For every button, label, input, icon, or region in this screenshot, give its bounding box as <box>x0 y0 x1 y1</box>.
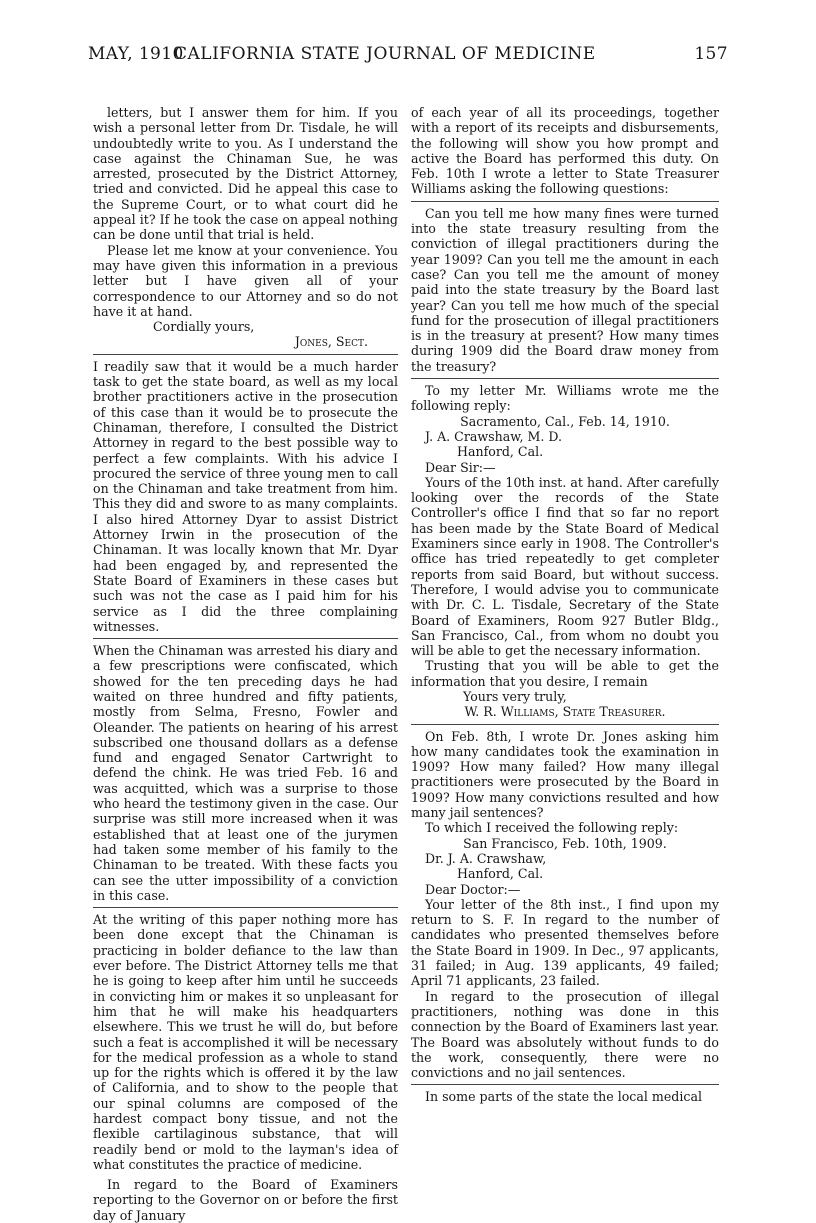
paragraph: To which I received the following reply: <box>425 820 679 836</box>
right-column <box>411 105 719 1105</box>
paragraph: Please let me know at your convenience. You may have given this information in a previous letter but I have given all of your correspondence to our Attorney and so do not have it at hand. <box>93 242 398 319</box>
paragraph: In some parts of the state the local medical <box>425 1089 702 1105</box>
paragraph: On Feb. 8th, I wrote Dr. Jones asking him how many candidates took the examination in 1909? How many failed? How many illegal practitioners were prosecuted by the Board in 1909? How many convictions resulted and how many jail sentences? <box>411 728 719 821</box>
letter-body: In regard to the prosecution of illegal practitioners, nothing was done in this connection by the Board of Examiners last year. The Board was absolutely without funds to do the work, consequently, there were no convictions and no jail sentences. <box>411 988 719 1081</box>
paragraph: letters, but I answer them for him. If you wish a personal letter from Dr. Tisdale, he will undoubtedly write to you. As I understand the case against the Chinaman Sue, he was arrested, prosecuted by the District Attorney, tried and convicted. Did he appeal this case to the Supreme Court, or to what court did he appeal it? If he took the case on appeal nothing can be done until that trial is held. <box>93 105 398 243</box>
letter-address: Hanford, Cal. <box>457 444 544 460</box>
paragraph: In regard to the Board of Examiners reporting to the Governor on or before the first day of January <box>93 1177 398 1223</box>
letter-closing: Yours very truly, <box>463 688 567 704</box>
journal-title: CALIFORNIA STATE JOURNAL OF MEDICINE <box>174 44 596 64</box>
letter-body: Your letter of the 8th inst., I find upon my return to S. F. In regard to the number of candidates who presented themselves before the State Board in 1909. In Dec., 97 applicants, 31 failed; in Aug. 139 applicants, 49 failed; April 71 applicants, 23 failed. <box>411 896 719 989</box>
paragraph: When the Chinaman was arrested his diary and a few prescriptions were confiscated, which showed for the ten preceding days he had waited on three hundred and fifty patients, mostly from Selma, Fresno, Fowler and Oleander. The patients on hearing of his arrest subscribed one thousand dollars as a defense fund and engaged Senator Cartwright to defend the chink. He was tried Feb. 16 and was acquitted, which was a surprise to those who heard the testimony given in the case. Our surprise was still more increased when it was established that at least one of the jurymen had taken some member of his family to the Chinaman to be treated. With these facts you can see the utter impossibility of a conviction in this case. <box>93 643 398 903</box>
letter-signature: W. R. Williams, State Treasurer. <box>464 704 666 720</box>
page-number: 157 <box>694 44 728 64</box>
letter-salutation: Dear Doctor:— <box>425 881 521 897</box>
section-divider <box>93 354 398 355</box>
section-divider <box>411 724 719 725</box>
section-divider <box>411 1084 719 1085</box>
letter-closing: Cordially yours, <box>153 319 255 335</box>
letter-signature: Jones, Sect. <box>294 334 368 350</box>
letter-body: Trusting that you will be able to get the information that you desire, I remain <box>411 658 719 689</box>
section-divider <box>411 201 719 202</box>
letter-addressee: Dr. J. A. Crawshaw, <box>425 850 547 866</box>
section-divider <box>93 638 398 639</box>
paragraph: To my letter Mr. Williams wrote me the following reply: <box>411 383 719 414</box>
paragraph: of each year of all its proceedings, together with a report of its receipts and disbursements, the following will show you how prompt and active the Board has performed this duty. On Feb. 10th I wrote a letter to State Treasurer Williams asking the following questions: <box>411 105 719 197</box>
left-column <box>93 105 398 1223</box>
paragraph: I readily saw that it would be a much harder task to get the state board, as well as my local brother practitioners active in the prosecution of this case than it would be to prosecute the Chinaman, therefore, I consulted the District Attorney in regard to the best possible way to perfect a few complaints. With his advice I procured the service of three young men to call on the Chinaman and take treatment from him. This they did and swore to as many complaints. I also hired Attorney Dyar to assist District Attorney Irwin in the prosecution of the Chinaman. It was locally known that Mr. Dyar had been engaged by, and represented the State Board of Examiners in these cases but such was not the case as I paid him for his service as I did the three complaining witnesses. <box>93 358 398 634</box>
letter-salutation: Dear Sir:— <box>425 459 496 475</box>
letter-body: Yours of the 10th inst. at hand. After carefully looking over the records of the State Controller's office I find that so far no report has been made by the State Board of Medical Examiners since early in 1908. The Controller's office has tried repeatedly to get completer reports from said Board, but without success. Therefore, I would advise you to communicate with Dr. C. L. Tisdale, Secretary of the State Board of Examiners, Room 927 Butler Bldg., San Francisco, Cal., from whom no doubt you will be able to get the necessary information. <box>411 474 719 659</box>
paragraph: At the writing of this paper nothing more has been done except that the Chinaman is practicing in bolder defiance to the law than ever before. The District Attorney tells me that he is going to keep after him until he succeeds in convicting him or makes it so unpleasant for him that he will make his headquarters elsewhere. This we trust he will do, but before such a feat is accomplished it will be necessary for the medical profession as a whole to stand up for the rights which is offered it by the law of California, and to show to the people that our spinal columns are composed of the hardest compact bony tissue, and not the flexible cartilaginous substance, that will readily bend or mold to the layman's idea of what constitutes the practice of medicine. <box>93 912 398 1172</box>
running-header <box>88 44 728 74</box>
section-divider <box>411 378 719 379</box>
letter-address: Hanford, Cal. <box>457 866 544 882</box>
quoted-questions: Can you tell me how many fines were turned into the state treasury resulting from the conviction of illegal practitioners during the year 1909? Can you tell me the amount in each case? Can you tell me the amount of money paid into the state treasury by the Board last year? Can you tell me how much of the special fund for the prosecution of illegal practitioners is in the treasury at present? How many times during 1909 did the Board draw money from the treasury? <box>411 205 719 374</box>
letter-addressee: J. A. Crawshaw, M. D. <box>425 428 563 444</box>
letter-dateline: San Francisco, Feb. 10th, 1909. <box>463 835 667 851</box>
issue-date: MAY, 1910 <box>88 44 184 64</box>
section-divider <box>93 907 398 908</box>
letter-dateline: Sacramento, Cal., Feb. 14, 1910. <box>460 413 670 429</box>
